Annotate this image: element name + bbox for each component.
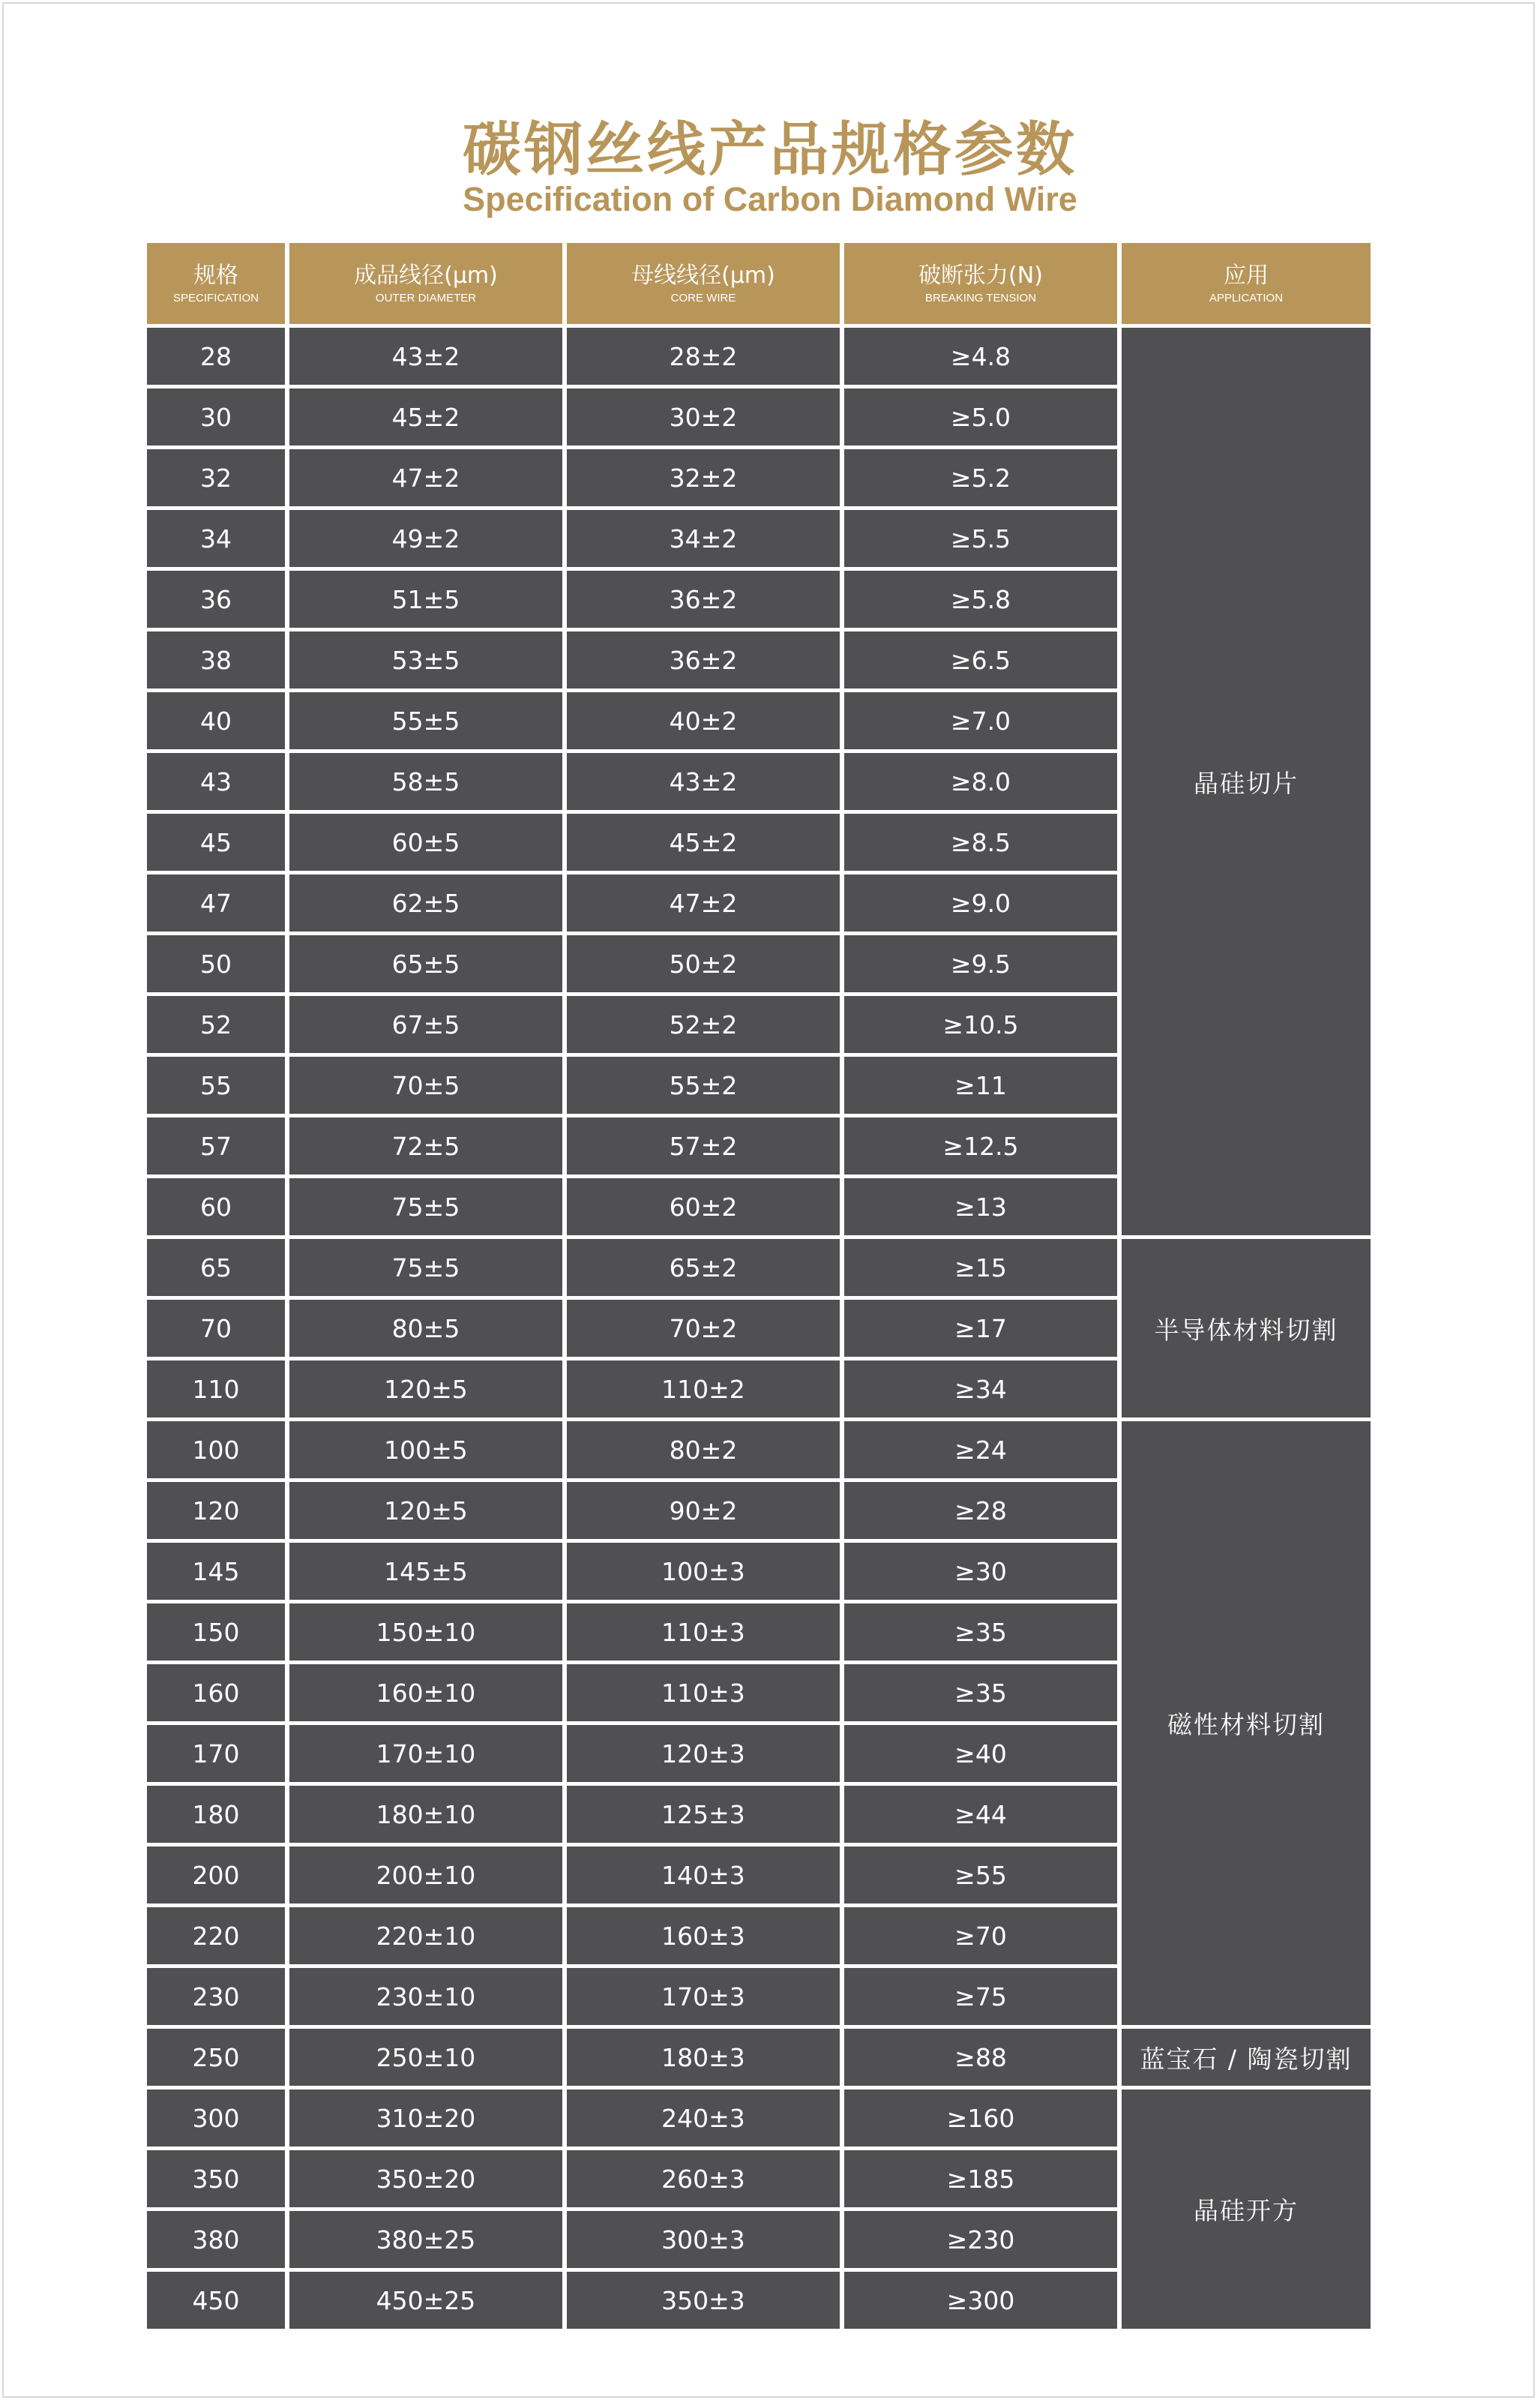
- table-body: [147, 328, 1371, 2329]
- cell-outer-diameter: 310±20: [289, 2090, 562, 2146]
- cell-core-wire: 60±2: [567, 1178, 840, 1235]
- cell-breaking-tension: ≥35: [844, 1664, 1117, 1721]
- header-label-zh: 破断张力(N): [918, 262, 1043, 289]
- cell-core-wire: 47±2: [567, 874, 840, 932]
- specification-table: [142, 239, 1375, 2332]
- cell-breaking-tension: ≥5.8: [844, 571, 1117, 628]
- header-label-zh: 规格: [193, 262, 238, 289]
- cell-outer-diameter: 250±10: [289, 2029, 562, 2086]
- cell-specification: 220: [147, 1907, 285, 1964]
- cell-core-wire: 80±2: [567, 1421, 840, 1478]
- cell-outer-diameter: 380±25: [289, 2211, 562, 2268]
- table-row: [147, 2029, 1371, 2086]
- cell-core-wire: 34±2: [567, 510, 840, 567]
- header-label-en: BREAKING TENSION: [924, 292, 1037, 304]
- cell-breaking-tension: ≥88: [844, 2029, 1117, 2086]
- cell-specification: 70: [147, 1300, 285, 1357]
- cell-breaking-tension: ≥185: [844, 2150, 1117, 2207]
- cell-outer-diameter: 75±5: [289, 1178, 562, 1235]
- cell-outer-diameter: 65±5: [289, 935, 562, 992]
- cell-outer-diameter: 43±2: [289, 328, 562, 385]
- cell-core-wire: 110±2: [567, 1360, 840, 1418]
- cell-outer-diameter: 72±5: [289, 1118, 562, 1174]
- cell-specification: 47: [147, 874, 285, 932]
- cell-specification: 52: [147, 996, 285, 1053]
- cell-specification: 55: [147, 1057, 285, 1114]
- cell-specification: 65: [147, 1239, 285, 1296]
- cell-outer-diameter: 51±5: [289, 571, 562, 628]
- cell-outer-diameter: 47±2: [289, 449, 562, 506]
- cell-specification: 120: [147, 1482, 285, 1539]
- cell-outer-diameter: 160±10: [289, 1664, 562, 1721]
- cell-outer-diameter: 55±5: [289, 692, 562, 749]
- table-row: [147, 1421, 1371, 1478]
- header-label-en: SPECIFICATION: [173, 292, 259, 304]
- cell-core-wire: 36±2: [567, 632, 840, 688]
- cell-specification: 300: [147, 2090, 285, 2146]
- cell-specification: 28: [147, 328, 285, 385]
- cell-core-wire: 40±2: [567, 692, 840, 749]
- cell-breaking-tension: ≥4.8: [844, 328, 1117, 385]
- cell-core-wire: 90±2: [567, 1482, 840, 1539]
- cell-breaking-tension: ≥6.5: [844, 632, 1117, 688]
- cell-outer-diameter: 70±5: [289, 1057, 562, 1114]
- cell-application: 晶硅开方: [1122, 2090, 1371, 2329]
- cell-core-wire: 110±3: [567, 1604, 840, 1660]
- cell-specification: 45: [147, 814, 285, 871]
- header-label-zh: 应用: [1224, 262, 1269, 289]
- cell-core-wire: 45±2: [567, 814, 840, 871]
- cell-core-wire: 125±3: [567, 1786, 840, 1843]
- cell-breaking-tension: ≥5.2: [844, 449, 1117, 506]
- cell-core-wire: 70±2: [567, 1300, 840, 1357]
- cell-specification: 60: [147, 1178, 285, 1235]
- cell-outer-diameter: 145±5: [289, 1543, 562, 1600]
- cell-core-wire: 50±2: [567, 935, 840, 992]
- cell-breaking-tension: ≥30: [844, 1543, 1117, 1600]
- cell-breaking-tension: ≥5.0: [844, 388, 1117, 446]
- cell-specification: 36: [147, 571, 285, 628]
- cell-breaking-tension: ≥5.5: [844, 510, 1117, 567]
- cell-core-wire: 30±2: [567, 388, 840, 446]
- cell-core-wire: 140±3: [567, 1846, 840, 1904]
- header-label-zh: 母线线径(μm): [631, 262, 775, 289]
- cell-core-wire: 36±2: [567, 571, 840, 628]
- header-specification: [147, 243, 285, 324]
- cell-outer-diameter: 53±5: [289, 632, 562, 688]
- cell-core-wire: 28±2: [567, 328, 840, 385]
- cell-specification: 350: [147, 2150, 285, 2207]
- cell-specification: 170: [147, 1725, 285, 1782]
- cell-specification: 50: [147, 935, 285, 992]
- cell-application: 磁性材料切割: [1122, 1421, 1371, 2025]
- header-breaking-tension: [844, 243, 1117, 324]
- cell-breaking-tension: ≥7.0: [844, 692, 1117, 749]
- cell-core-wire: 300±3: [567, 2211, 840, 2268]
- cell-outer-diameter: 350±20: [289, 2150, 562, 2207]
- cell-breaking-tension: ≥300: [844, 2272, 1117, 2329]
- cell-specification: 145: [147, 1543, 285, 1600]
- cell-outer-diameter: 120±5: [289, 1360, 562, 1418]
- cell-core-wire: 57±2: [567, 1118, 840, 1174]
- header-outer-diameter: [289, 243, 562, 324]
- cell-outer-diameter: 62±5: [289, 874, 562, 932]
- page-title-chinese: 碳钢丝线产品规格参数: [462, 116, 1077, 184]
- cell-application: 蓝宝石 / 陶瓷切割: [1122, 2029, 1371, 2086]
- cell-outer-diameter: 75±5: [289, 1239, 562, 1296]
- cell-outer-diameter: 80±5: [289, 1300, 562, 1357]
- cell-specification: 160: [147, 1664, 285, 1721]
- cell-breaking-tension: ≥12.5: [844, 1118, 1117, 1174]
- header-label-zh: 成品线径(μm): [354, 262, 498, 289]
- table-row: [147, 328, 1371, 385]
- cell-specification: 40: [147, 692, 285, 749]
- cell-breaking-tension: ≥15: [844, 1239, 1117, 1296]
- cell-outer-diameter: 170±10: [289, 1725, 562, 1782]
- cell-core-wire: 260±3: [567, 2150, 840, 2207]
- cell-breaking-tension: ≥9.0: [844, 874, 1117, 932]
- cell-outer-diameter: 120±5: [289, 1482, 562, 1539]
- cell-breaking-tension: ≥75: [844, 1968, 1117, 2025]
- cell-application: 晶硅切片: [1122, 328, 1371, 1235]
- cell-outer-diameter: 180±10: [289, 1786, 562, 1843]
- cell-outer-diameter: 150±10: [289, 1604, 562, 1660]
- cell-specification: 180: [147, 1786, 285, 1843]
- cell-outer-diameter: 220±10: [289, 1907, 562, 1964]
- header-label-en: APPLICATION: [1209, 292, 1284, 304]
- cell-specification: 200: [147, 1846, 285, 1904]
- cell-breaking-tension: ≥8.0: [844, 753, 1117, 810]
- cell-core-wire: 350±3: [567, 2272, 840, 2329]
- cell-specification: 43: [147, 753, 285, 810]
- table-header-row: [147, 243, 1371, 324]
- cell-breaking-tension: ≥34: [844, 1360, 1117, 1418]
- cell-specification: 110: [147, 1360, 285, 1418]
- cell-breaking-tension: ≥8.5: [844, 814, 1117, 871]
- page-title-english: Specification of Carbon Diamond Wire: [463, 180, 1077, 218]
- cell-breaking-tension: ≥44: [844, 1786, 1117, 1843]
- cell-core-wire: 32±2: [567, 449, 840, 506]
- cell-breaking-tension: ≥160: [844, 2090, 1117, 2146]
- cell-core-wire: 100±3: [567, 1543, 840, 1600]
- cell-specification: 38: [147, 632, 285, 688]
- cell-specification: 250: [147, 2029, 285, 2086]
- cell-breaking-tension: ≥70: [844, 1907, 1117, 1964]
- cell-core-wire: 160±3: [567, 1907, 840, 1964]
- cell-specification: 150: [147, 1604, 285, 1660]
- cell-breaking-tension: ≥40: [844, 1725, 1117, 1782]
- header-label-en: OUTER DIAMETER: [375, 292, 477, 304]
- cell-breaking-tension: ≥9.5: [844, 935, 1117, 992]
- cell-core-wire: 240±3: [567, 2090, 840, 2146]
- cell-breaking-tension: ≥55: [844, 1846, 1117, 1904]
- header-label-en: CORE WIRE: [670, 292, 736, 304]
- cell-breaking-tension: ≥11: [844, 1057, 1117, 1114]
- cell-core-wire: 52±2: [567, 996, 840, 1053]
- cell-core-wire: 43±2: [567, 753, 840, 810]
- cell-breaking-tension: ≥10.5: [844, 996, 1117, 1053]
- cell-specification: 57: [147, 1118, 285, 1174]
- cell-outer-diameter: 58±5: [289, 753, 562, 810]
- cell-specification: 30: [147, 388, 285, 446]
- cell-breaking-tension: ≥17: [844, 1300, 1117, 1357]
- cell-outer-diameter: 200±10: [289, 1846, 562, 1904]
- cell-core-wire: 55±2: [567, 1057, 840, 1114]
- cell-core-wire: 65±2: [567, 1239, 840, 1296]
- header-application: [1122, 243, 1371, 324]
- cell-breaking-tension: ≥35: [844, 1604, 1117, 1660]
- cell-outer-diameter: 230±10: [289, 1968, 562, 2025]
- cell-specification: 230: [147, 1968, 285, 2025]
- table-row: [147, 1239, 1371, 1296]
- cell-specification: 100: [147, 1421, 285, 1478]
- cell-outer-diameter: 100±5: [289, 1421, 562, 1478]
- cell-breaking-tension: ≥28: [844, 1482, 1117, 1539]
- cell-outer-diameter: 67±5: [289, 996, 562, 1053]
- cell-specification: 450: [147, 2272, 285, 2329]
- cell-outer-diameter: 45±2: [289, 388, 562, 446]
- cell-application: 半导体材料切割: [1122, 1239, 1371, 1418]
- cell-core-wire: 110±3: [567, 1664, 840, 1721]
- cell-specification: 380: [147, 2211, 285, 2268]
- table-row: [147, 2090, 1371, 2146]
- cell-specification: 32: [147, 449, 285, 506]
- cell-outer-diameter: 49±2: [289, 510, 562, 567]
- header-core-wire: [567, 243, 840, 324]
- cell-breaking-tension: ≥13: [844, 1178, 1117, 1235]
- cell-outer-diameter: 450±25: [289, 2272, 562, 2329]
- cell-breaking-tension: ≥24: [844, 1421, 1117, 1478]
- cell-core-wire: 170±3: [567, 1968, 840, 2025]
- cell-breaking-tension: ≥230: [844, 2211, 1117, 2268]
- cell-specification: 34: [147, 510, 285, 567]
- cell-core-wire: 120±3: [567, 1725, 840, 1782]
- cell-core-wire: 180±3: [567, 2029, 840, 2086]
- cell-outer-diameter: 60±5: [289, 814, 562, 871]
